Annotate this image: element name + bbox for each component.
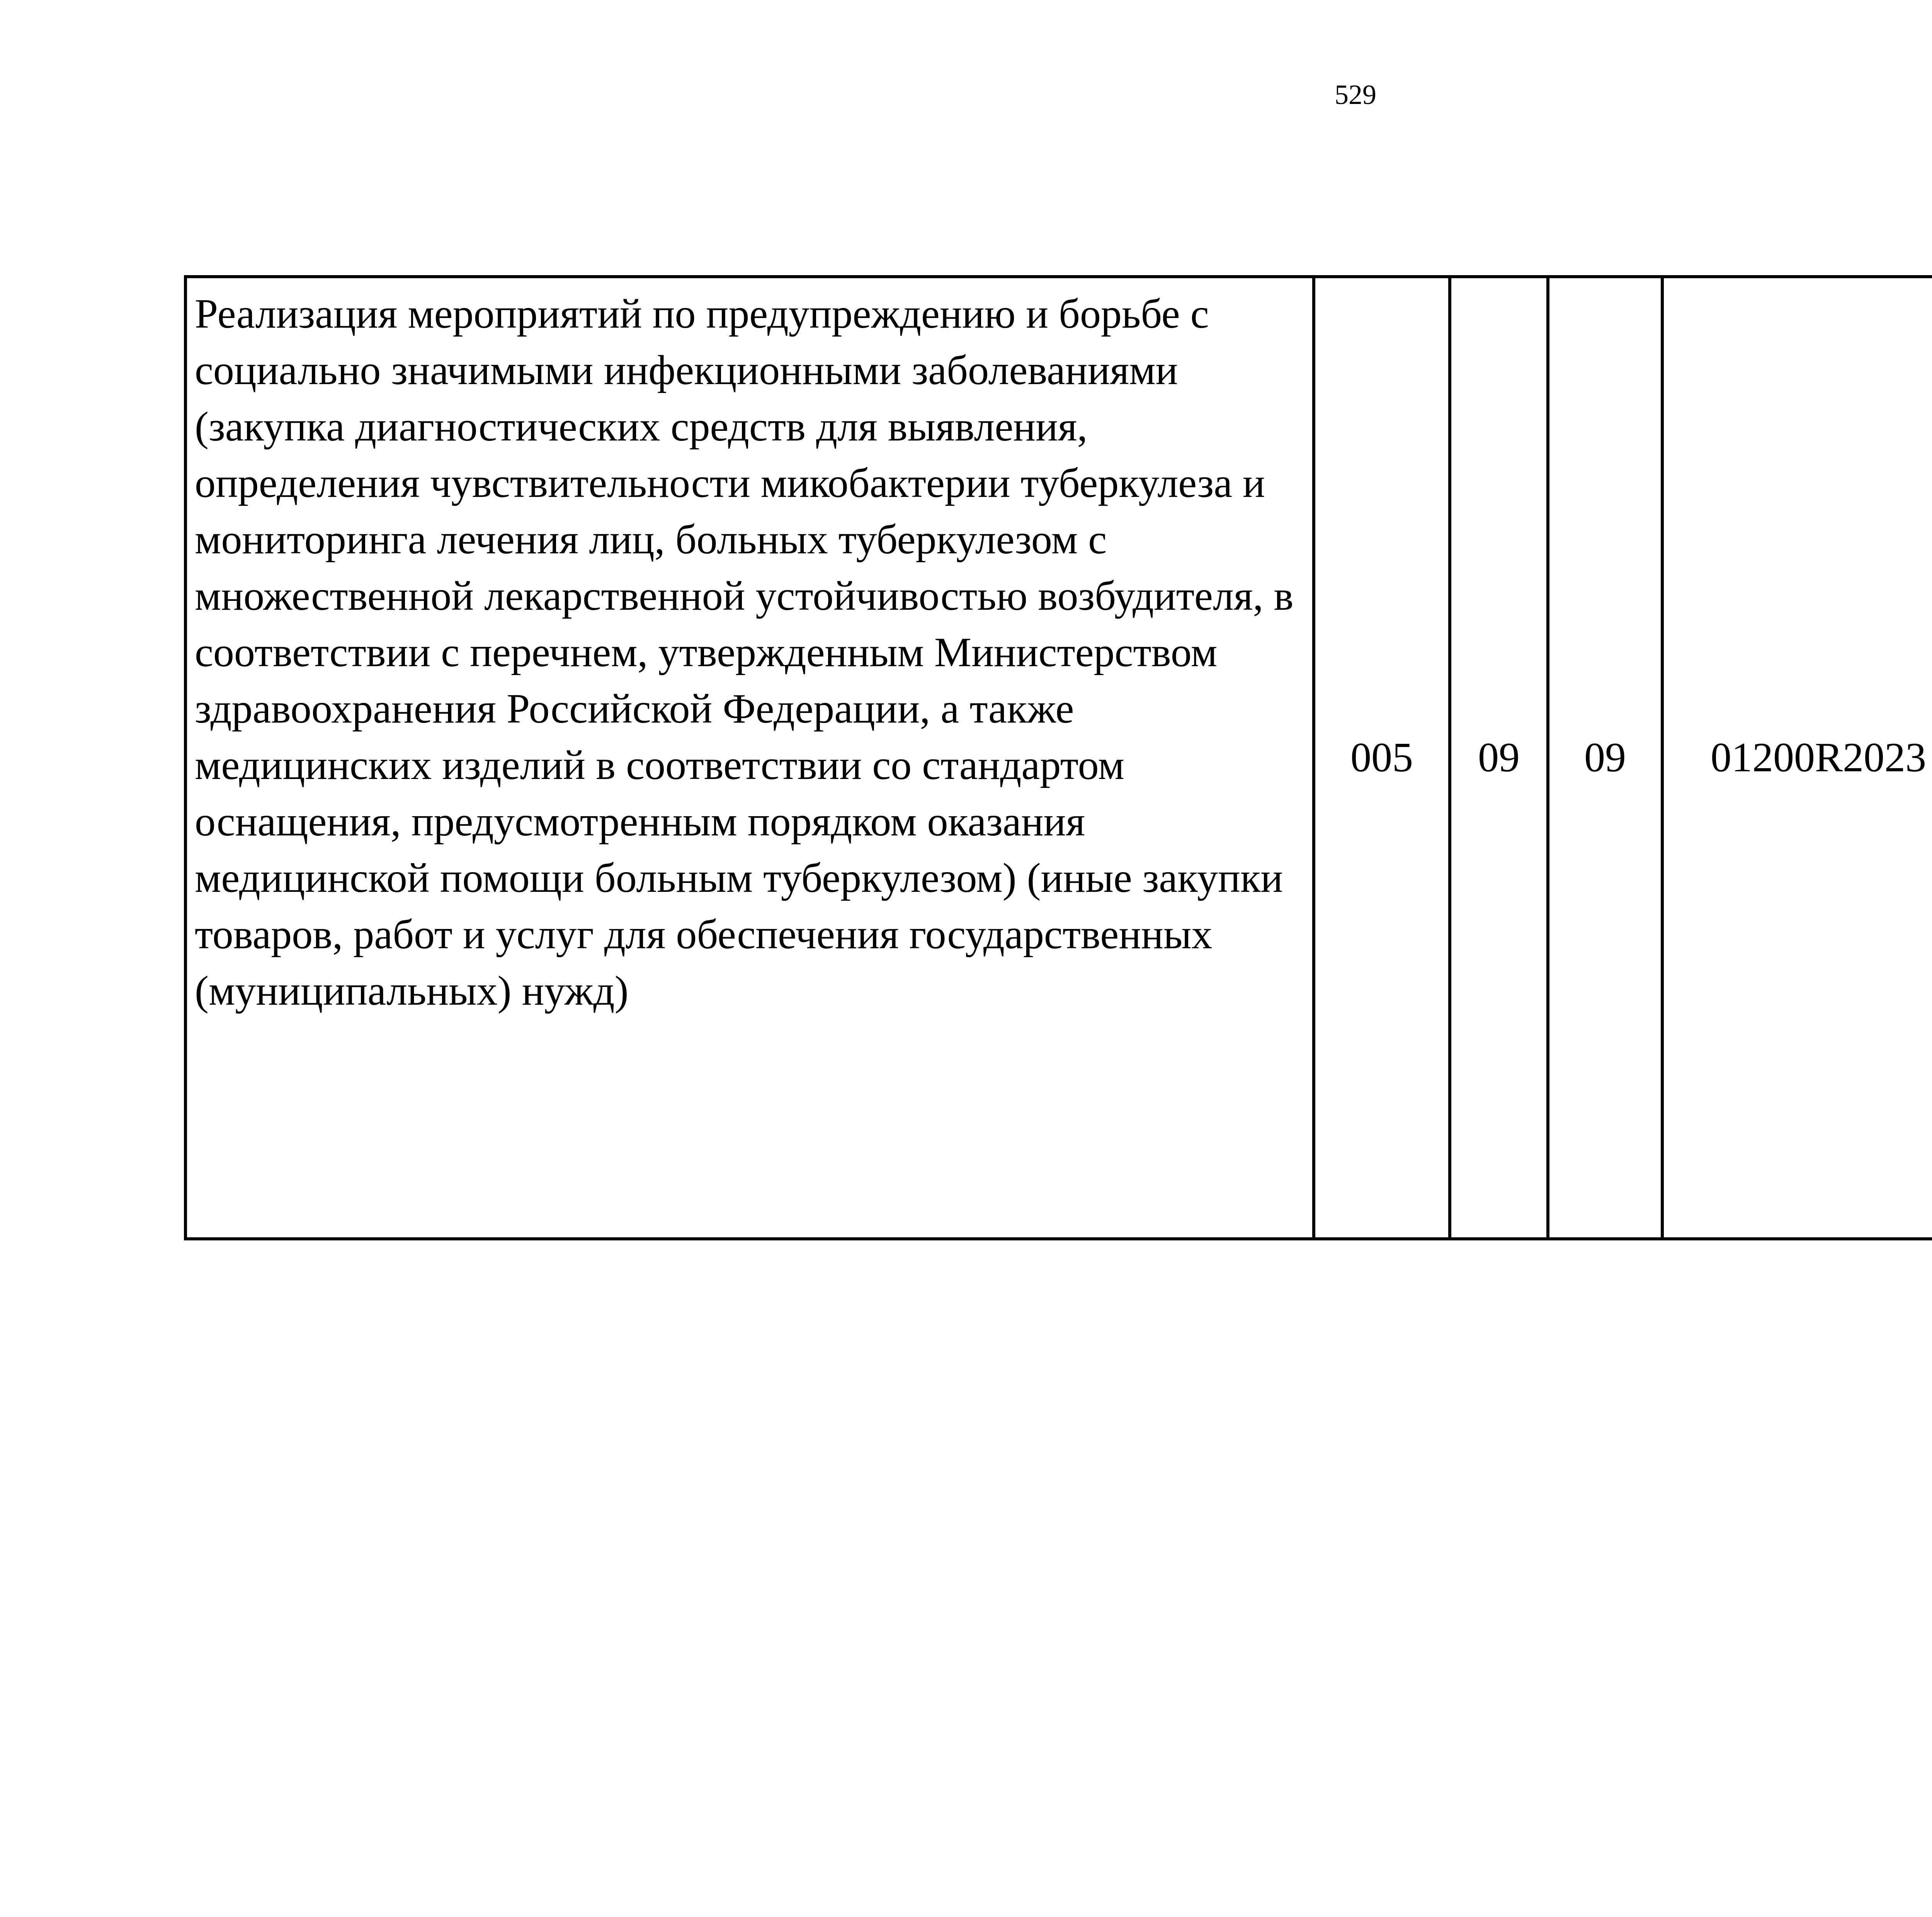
section-code-cell: 09 <box>1450 277 1548 1239</box>
budget-table <box>184 275 1932 1240</box>
description-cell: Реализация мероприятий по предупреждению и борьбе с социально значимыми инфекционными заболеваниями (закупка диагностических средств для выявления, определения чувствительности микобактерии туберкулеза и мониторинга лечения лиц, больных туберкулезом с множественной лекарственной устойчивостью возбудителя, в соответствии с перечнем, утвержденным Министерством здравоохранения Российской Федерации, а также медицинских изделий в соответствии со стандартом оснащения, предусмотренным порядком оказания медицинской помощи больным туберкулезом) (иные закупки товаров, работ и услуг для обеспечения государственных (муниципальных) нужд) <box>185 277 1314 1239</box>
ministry-code-cell: 005 <box>1314 277 1450 1239</box>
table-row <box>185 277 1932 1239</box>
subsection-code-cell: 09 <box>1548 277 1662 1239</box>
target-article-cell: 01200R2023 <box>1662 277 1932 1239</box>
page-number: 529 <box>1335 79 1376 110</box>
